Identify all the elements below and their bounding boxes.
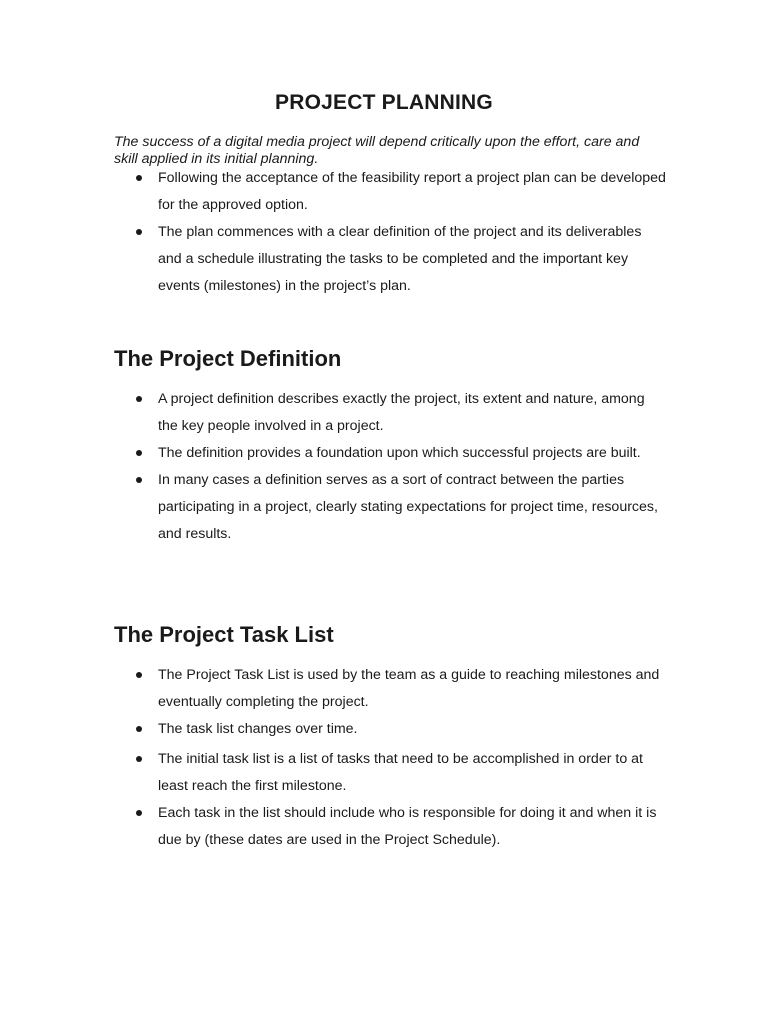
list-item <box>158 440 668 467</box>
bullet-icon <box>136 229 142 235</box>
bullet-icon <box>136 810 142 816</box>
list-item-text: A project definition describes exactly the project, its extent and nature, among the key people involved in a project. <box>158 391 645 434</box>
bullet-icon <box>136 726 142 732</box>
list-item-text: The task list changes over time. <box>158 721 358 737</box>
list-item <box>158 716 668 743</box>
project-task-list-bullet-list <box>158 662 668 854</box>
list-item <box>158 662 668 716</box>
bullet-icon <box>136 672 142 678</box>
bullet-icon <box>136 450 142 456</box>
bullet-icon <box>136 396 142 402</box>
section-heading-project-definition: The Project Definition <box>114 346 342 371</box>
list-item <box>158 165 668 219</box>
list-item-text: The plan commences with a clear definition of the project and its deliverables and a schedule illustrating the tasks to be completed and the important key events (milestones) in the project’s plan. <box>158 224 642 294</box>
section-heading-project-task-list: The Project Task List <box>114 622 334 647</box>
list-item-text: The Project Task List is used by the team as a guide to reaching milestones and eventually completing the project. <box>158 667 660 710</box>
list-item-text: The definition provides a foundation upon which successful projects are built. <box>158 445 641 461</box>
list-item <box>158 467 668 548</box>
list-item-text: The initial task list is a list of tasks that need to be accomplished in order to at least reach the first milestone. <box>158 751 643 794</box>
list-item-text: Each task in the list should include who is responsible for doing it and when it is due by (these dates are used in the Project Schedule). <box>158 805 657 848</box>
list-item <box>158 746 668 800</box>
list-item <box>158 219 668 300</box>
bullet-icon <box>136 756 142 762</box>
list-item <box>158 800 668 854</box>
list-item-text: In many cases a definition serves as a sort of contract between the parties participating in a project, clearly stating expectations for project time, resources, and results. <box>158 472 658 542</box>
bullet-icon <box>136 175 142 181</box>
document-title: PROJECT PLANNING <box>275 91 493 114</box>
intro-bullet-list <box>158 165 668 300</box>
list-item <box>158 386 668 440</box>
intro-paragraph: The success of a digital media project will depend critically upon the effort, care and skill applied in its initial planning. <box>114 134 640 167</box>
list-item-text: Following the acceptance of the feasibility report a project plan can be developed for the approved option. <box>158 170 666 213</box>
project-definition-bullet-list <box>158 386 668 548</box>
bullet-icon <box>136 477 142 483</box>
